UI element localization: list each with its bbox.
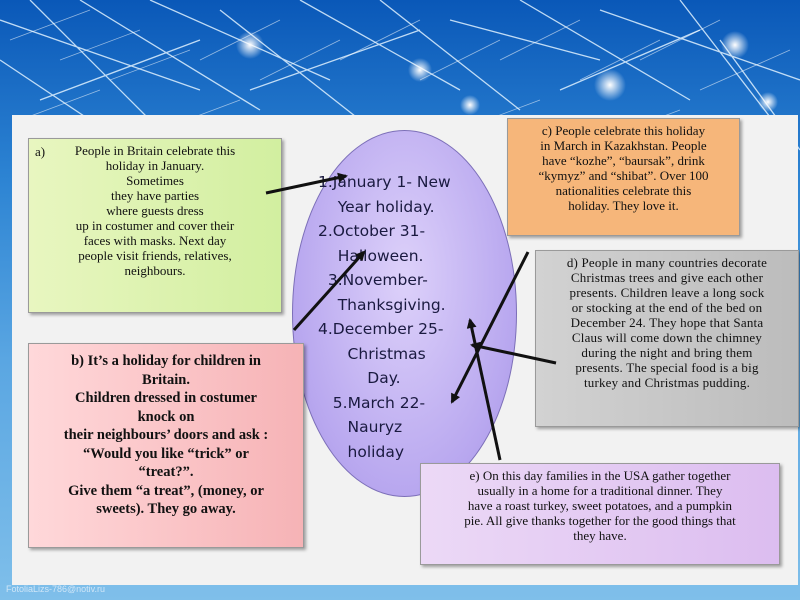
box-d-line: Christmas trees and give each other bbox=[570, 270, 764, 285]
holiday-line: holiday bbox=[318, 442, 404, 461]
box-e-line: e) On this day families in the USA gather together bbox=[469, 468, 731, 483]
box-a-line: People in Britain celebrate this bbox=[74, 143, 236, 158]
box-c-line: nationalities celebrate this bbox=[555, 183, 692, 198]
holiday-line: Day. bbox=[318, 369, 401, 387]
holiday-line: Halloween. bbox=[318, 246, 424, 265]
box-a-line: holiday in January. bbox=[105, 158, 205, 173]
holiday-list bbox=[318, 170, 518, 464]
box-e-line: pie. All give thanks together for the good things that bbox=[464, 513, 736, 528]
description-box-e bbox=[420, 463, 780, 565]
box-e-line: have a roast turkey, sweet potatoes, and a pumpkin bbox=[467, 498, 733, 513]
box-b-line: “treat?”. bbox=[138, 464, 194, 480]
box-b-line: Britain. bbox=[142, 371, 190, 388]
box-b-line: Children dressed in costumer bbox=[75, 390, 257, 406]
box-a-letter: a) bbox=[35, 144, 46, 159]
box-a-line: people visit friends, relatives, bbox=[78, 248, 232, 263]
box-a-line: they have parties bbox=[110, 188, 200, 203]
box-d-line: during the night and bring them bbox=[581, 345, 753, 360]
box-b-line: knock on bbox=[137, 408, 195, 425]
box-d-line: Claus will come down the chimney bbox=[571, 330, 763, 345]
box-e-line: usually in a home for a traditional dinner. They bbox=[477, 483, 723, 498]
box-d-line: December 24. They hope that Santa bbox=[570, 315, 764, 330]
holiday-line: 2.October 31- bbox=[318, 222, 426, 240]
box-d-line: d) People in many countries decorate bbox=[566, 255, 768, 270]
box-b-line: sweets). They go away. bbox=[96, 501, 236, 517]
holiday-line: 1.January 1- New bbox=[318, 173, 451, 191]
holiday-line: Nauryz bbox=[318, 418, 403, 436]
holiday-line: Thanksgiving. bbox=[318, 295, 446, 314]
box-a-line: neighbours. bbox=[124, 263, 186, 278]
box-a-line: faces with masks. Next day bbox=[83, 233, 227, 248]
holiday-line: 3.November- bbox=[318, 271, 428, 289]
box-c-line: holiday. They love it. bbox=[568, 198, 679, 213]
box-b-line: Give them “a treat”, (money, or bbox=[68, 482, 264, 499]
box-c-line: c) People celebrate this holiday bbox=[541, 123, 706, 138]
box-b-line: b) It’s a holiday for children in bbox=[71, 353, 261, 369]
box-a-line: where guests dress bbox=[106, 203, 204, 218]
box-b-line: their neighbours’ doors and ask : bbox=[63, 427, 269, 443]
holiday-line: 4.December 25- bbox=[318, 320, 444, 338]
box-c-line: in March in Kazakhstan. People bbox=[540, 138, 707, 153]
description-box-a bbox=[28, 138, 282, 313]
box-c-line: “kymyz” and “shibat”. Over 100 bbox=[538, 168, 709, 183]
box-d-line: turkey and Christmas pudding. bbox=[583, 375, 751, 390]
box-a-line: Sometimes bbox=[126, 173, 184, 188]
description-box-c bbox=[507, 118, 740, 236]
holiday-line: Year holiday. bbox=[318, 197, 435, 216]
holiday-line: 5.March 22- bbox=[318, 393, 426, 412]
description-box-b bbox=[28, 343, 304, 548]
box-e-line: they have. bbox=[573, 528, 627, 543]
box-c-line: have “kozhe”, “baursak”, drink bbox=[542, 153, 705, 168]
watermark: FotoliaLizs-786@notiv.ru bbox=[6, 584, 106, 594]
box-d-line: or stocking at the end of the bed on bbox=[571, 300, 763, 315]
box-d-line: presents. Children leave a long sock bbox=[569, 285, 765, 300]
box-b-line: “Would you like “trick” or bbox=[83, 445, 249, 462]
box-d-line: presents. The special food is a big bbox=[575, 360, 759, 375]
holiday-line: Christmas bbox=[318, 344, 426, 363]
box-a-line: up in costumer and cover their bbox=[75, 218, 235, 233]
description-box-d bbox=[535, 250, 799, 427]
